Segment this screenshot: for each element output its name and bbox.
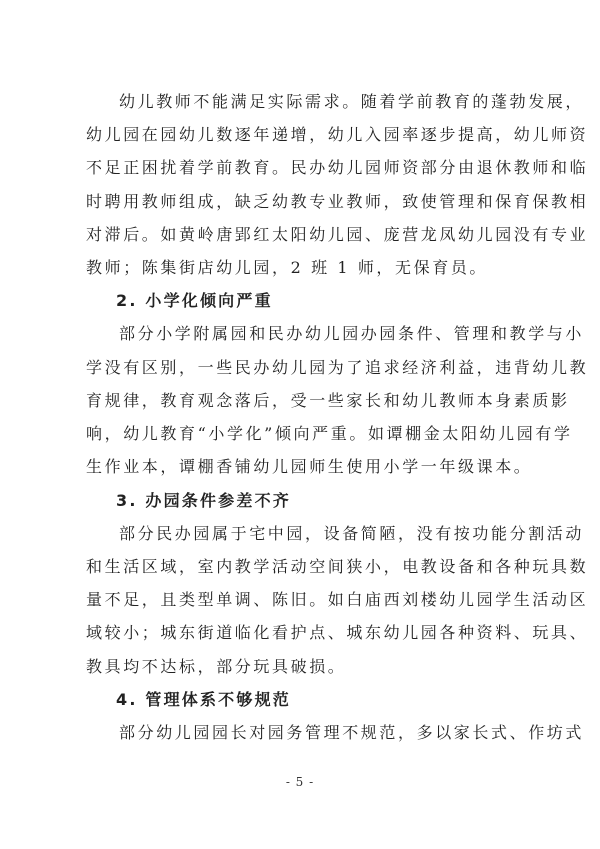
section-heading: 4. 管理体系不够规范 [116, 690, 291, 709]
paragraph-line: 量不足，且类型单调、陈旧。如白庙西刘楼幼儿园学生活动区 [86, 590, 589, 609]
paragraph-line: 域较小；城东街道临化看护点、城东幼儿园各种资料、玩具、 [86, 623, 589, 642]
paragraph-line: 幼儿教师不能满足实际需求。随着学前教育的蓬勃发展， [119, 92, 585, 111]
paragraph-line: 育规律，教育观念落后，受一些家长和幼儿教师本身素质影 [86, 391, 570, 410]
paragraph-line: 教师；陈集街店幼儿园，2 班 1 师，无保育员。 [86, 258, 489, 277]
paragraph-line: 学没有区别，一些民办幼儿园为了追求经济利益，违背幼儿教 [86, 358, 589, 377]
paragraph-line: 教具均不达标，部分玩具破损。 [86, 657, 347, 676]
paragraph-line: 生作业本，谭棚香铺幼儿园师生使用小学一年级课本。 [86, 457, 533, 476]
paragraph-line: 不足正困扰着学前教育。民办幼儿园师资部分由退休教师和临 [86, 158, 589, 177]
page-number: - 5 - [285, 775, 315, 789]
paragraph-line: 和生活区域，室内教学活动空间狭小，电教设备和各种玩具数 [86, 557, 589, 576]
paragraph-line: 对滞后。如黄岭唐郢红太阳幼儿园、庞营龙凤幼儿园没有专业 [86, 225, 589, 244]
paragraph-line: 部分幼儿园园长对园务管理不规范，多以家长式、作坊式 [119, 723, 585, 742]
paragraph-line: 时聘用教师组成，缺乏幼教专业教师，致使管理和保育保教相 [86, 192, 589, 211]
section-heading: 3. 办园条件参差不齐 [116, 491, 291, 510]
paragraph-line: 部分民办园属于宅中园，设备简陋，没有按功能分割活动 [119, 524, 585, 543]
paragraph-line: 部分小学附属园和民办幼儿园办园条件、管理和教学与小 [119, 324, 585, 343]
section-heading: 2. 小学化倾向严重 [116, 291, 273, 310]
paragraph-line: 响，幼儿教育“小学化”倾向严重。如谭棚金太阳幼儿园有学 [86, 424, 573, 443]
paragraph-line: 幼儿园在园幼儿数逐年递增，幼儿入园率逐步提高，幼儿师资 [86, 125, 589, 144]
